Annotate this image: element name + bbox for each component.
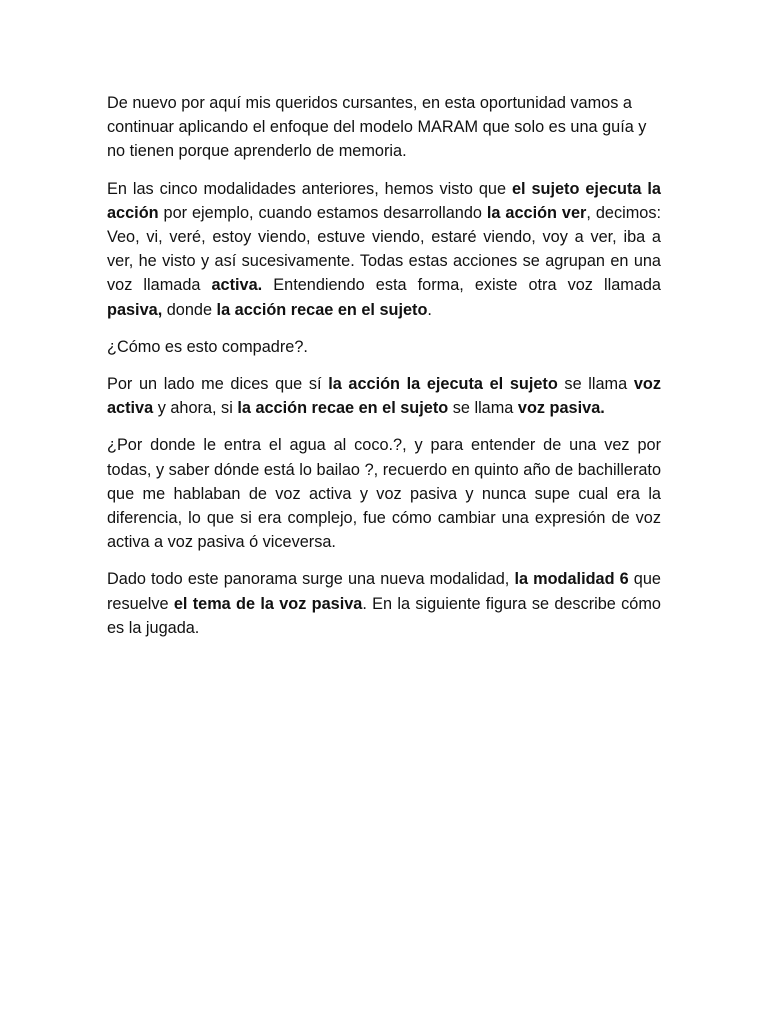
text-segment: que resuelve xyxy=(107,570,661,613)
bold-segment: la acción la ejecuta el sujeto xyxy=(328,375,558,394)
text-segment: donde xyxy=(162,300,217,319)
bold-segment: el sujeto ejecuta la acción xyxy=(107,179,661,222)
text-segment: En las cinco modalidades anteriores, hemos visto que xyxy=(107,179,512,198)
bold-segment: voz activa xyxy=(107,375,661,418)
paragraph-definitions xyxy=(107,372,661,420)
bold-segment: la acción recae en el sujeto xyxy=(237,399,449,418)
text-segment: Por un lado me dices que sí xyxy=(107,375,329,394)
text-segment: Dado todo este panorama surge una nueva modalidad, xyxy=(107,570,515,589)
paragraph-text: ¿Por donde le entra el agua al coco.?, y para entender de una vez por todas, y saber dónde está lo bailao ?, recuerdo en quinto año de bachillerato que me hablaban de voz activa y voz pasiva y nunca supe cual era la diferencia, lo que si era complejo, fue cómo cambiar una expresión de voz activa a voz pasiva ó viceversa. xyxy=(107,436,661,552)
bold-segment: voz pasiva. xyxy=(517,399,605,418)
paragraph-text: De nuevo por aquí mis queridos cursantes, en esta oportunidad vamos a continuar aplicando el enfoque del modelo MARAM que solo es una guía y no tienen porque aprenderlo de memoria. xyxy=(107,94,647,161)
bold-segment: la acción ver xyxy=(486,203,587,222)
bold-segment: activa. xyxy=(211,276,263,295)
bold-segment: la modalidad 6 xyxy=(514,570,629,589)
paragraph-modality-6 xyxy=(107,567,661,640)
text-segment: . xyxy=(427,300,432,319)
paragraph-text: ¿Cómo es esto compadre?. xyxy=(107,337,308,356)
paragraph-question xyxy=(107,335,661,359)
bold-segment: pasiva, xyxy=(107,300,163,319)
bold-segment: la acción recae en el sujeto xyxy=(216,300,428,319)
paragraph-active-voice xyxy=(107,177,661,322)
paragraph-intro xyxy=(107,91,661,164)
text-segment: y ahora, si xyxy=(153,399,238,418)
text-segment: . En la siguiente figura se describe cómo es la jugada. xyxy=(107,594,661,637)
text-segment: , decimos: Veo, vi, veré, estoy viendo, estuve viendo, estaré viendo, voy a ver, iba a ver, he visto y así sucesivamente. Todas estas acciones se agrupan en una voz llamada xyxy=(107,203,661,295)
text-segment: Entendiendo esta forma, existe otra voz llamada xyxy=(262,276,661,295)
document-body xyxy=(107,91,661,653)
text-segment: se llama xyxy=(557,375,634,394)
text-segment: por ejemplo, cuando estamos desarrollando xyxy=(158,203,487,222)
text-segment: se llama xyxy=(448,399,518,418)
paragraph-anecdote xyxy=(107,433,661,554)
bold-segment: el tema de la voz pasiva xyxy=(173,594,363,613)
